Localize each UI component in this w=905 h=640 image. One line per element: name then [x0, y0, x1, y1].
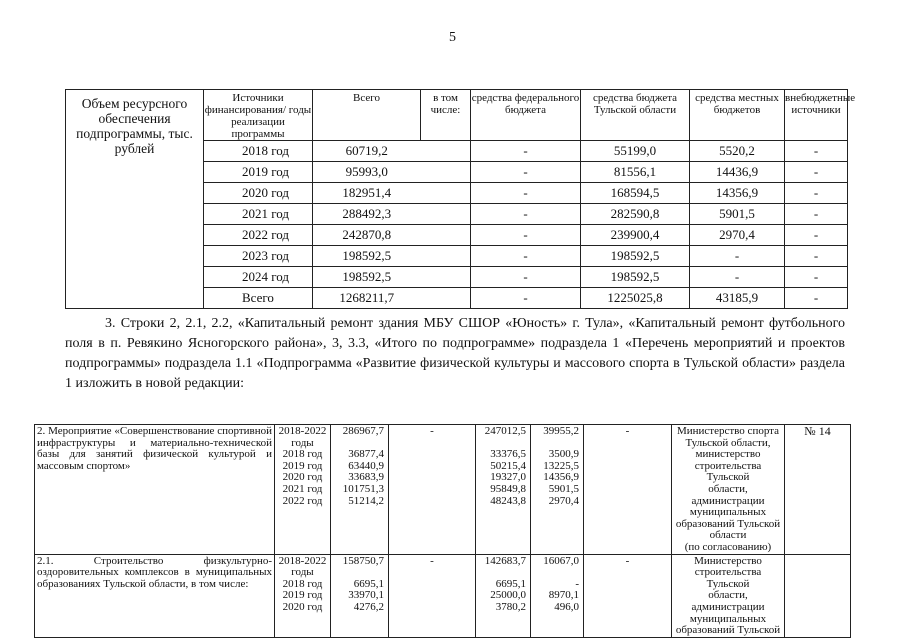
total-cell: [331, 425, 389, 555]
local-cell: [531, 554, 584, 637]
amendment-paragraph: 3. Строки 2, 2.1, 2.2, «Капитальный ремонт здания МБУ СШОР «Юность» г. Тула», «Капитальный ремонт футбольного поля в п. Ревякино Ясногорского района», 3, 3.3, «Итого по подпрограмме» подраздела 1 «Перечень мероприятий и проектов подпрограммы» подраздела 1.1 «Подпрограмма «Развитие физической культуры и массового спорта в Тульской области» раздела 1 изложить в новой редакции:: [65, 316, 845, 391]
local-value: 8970,1: [548, 589, 579, 602]
year-label: 2021 год: [282, 482, 323, 495]
responsible-line: строительства Тульской: [694, 459, 762, 484]
local-cell: 5520,2: [690, 141, 785, 162]
total-value-lead: 158750,7: [342, 554, 384, 567]
regional-cell: [476, 425, 531, 555]
total-value: 4276,2: [353, 600, 384, 613]
local-value-lead: 16067,0: [543, 554, 579, 567]
resource-label: Объем ресурсного обеспечения подпрограммы, тыс. рублей: [66, 90, 204, 309]
local-value: 13225,5: [543, 459, 579, 472]
total-value: 36877,4: [348, 448, 384, 461]
local-cell: [531, 425, 584, 555]
code-cell: [785, 554, 851, 637]
regional-cell: 282590,8: [581, 204, 690, 225]
regional-value: 33376,5: [490, 448, 526, 461]
total-cell: 198592,5: [313, 246, 421, 267]
extra-cell: -: [785, 204, 848, 225]
total-cell: 182951,4: [313, 183, 421, 204]
year-cell: 2018 год: [204, 141, 313, 162]
header-extra: внебюджетные источники: [785, 90, 848, 141]
header-source: Источники финансирования/ годы реализации программы: [204, 90, 313, 141]
federal-cell: [389, 554, 476, 637]
regional-cell: [476, 554, 531, 637]
local-value: -: [575, 577, 579, 590]
local-cell: 14356,9: [690, 183, 785, 204]
total-value-lead: 286967,7: [342, 425, 384, 437]
local-cell: -: [690, 267, 785, 288]
responsible-line: образований Тульской: [675, 517, 781, 530]
resource-table: [65, 89, 856, 309]
local-cell: -: [690, 246, 785, 267]
federal-cell: -: [471, 288, 581, 309]
year-cell: 2020 год: [204, 183, 313, 204]
measure-description: [35, 554, 275, 637]
local-value: 5901,5: [548, 482, 579, 495]
regional-value: 6695,1: [495, 577, 526, 590]
year-label: 2018 год: [282, 577, 323, 590]
extra-cell: -: [785, 162, 848, 183]
federal-cell: -: [471, 267, 581, 288]
regional-value: 95849,8: [490, 482, 526, 495]
extra-cell: -: [785, 183, 848, 204]
responsible-line: области,: [708, 589, 748, 602]
years-cell: [275, 554, 331, 637]
local-value: 3500,9: [548, 448, 579, 461]
empty-cell: [421, 225, 471, 246]
local-cell: 2970,4: [690, 225, 785, 246]
year-cell: 2021 год: [204, 204, 313, 225]
total-value: 6695,1: [353, 577, 384, 590]
local-value: 14356,9: [543, 471, 579, 484]
responsible-line: администрации: [691, 494, 765, 507]
regional-cell: 239900,4: [581, 225, 690, 246]
year-label: 2020 год: [282, 471, 323, 484]
regional-value: 48243,8: [490, 494, 526, 507]
year-label: 2022 год: [282, 494, 323, 507]
extra-cell: [584, 554, 672, 637]
code-value: № 14: [804, 424, 831, 438]
period-label: 2018-2022 годы: [278, 554, 327, 579]
period-label: 2018-2022 годы: [278, 425, 327, 449]
federal-cell: -: [471, 183, 581, 204]
extra-cell: -: [785, 246, 848, 267]
extra-cell: -: [785, 288, 848, 309]
year-cell: 2022 год: [204, 225, 313, 246]
responsible-line: (по согласованию): [684, 540, 772, 553]
year-label: 2019 год: [282, 589, 323, 602]
regional-value: 3780,2: [495, 600, 526, 613]
empty-cell: [421, 288, 471, 309]
table-row: [35, 554, 851, 637]
year-cell: 2024 год: [204, 267, 313, 288]
federal-cell: -: [471, 141, 581, 162]
empty-cell: [421, 267, 471, 288]
header-federal: средства федерального бюджета: [471, 90, 581, 141]
header-local: средства местных бюджетов: [690, 90, 785, 141]
total-cell: 60719,2: [313, 141, 421, 162]
empty-cell: [421, 141, 471, 162]
regional-cell: 1225025,8: [581, 288, 690, 309]
responsible-line: области,: [708, 482, 748, 495]
federal-cell: -: [471, 162, 581, 183]
measures-table: [34, 424, 851, 638]
year-label: 2018 год: [282, 448, 323, 461]
responsible-line: Министерство: [694, 554, 762, 567]
extra-value: -: [625, 554, 630, 567]
year-cell: 2019 год: [204, 162, 313, 183]
federal-cell: [389, 425, 476, 555]
local-value: 2970,4: [548, 494, 579, 507]
responsible-line: муниципальных: [689, 506, 767, 519]
header-total: Всего: [313, 90, 421, 141]
empty-cell: [421, 204, 471, 225]
responsible-line: строительства Тульской: [694, 566, 762, 590]
measure-text: 2. Мероприятие «Совершенствование спортивной инфраструктуры и материально-технической базы для занятий физической культурой и массовым спортом»: [37, 425, 272, 472]
responsible-line: области: [709, 529, 747, 542]
empty-cell: [421, 246, 471, 267]
local-value: 496,0: [554, 600, 579, 613]
regional-cell: 81556,1: [581, 162, 690, 183]
regional-cell: 168594,5: [581, 183, 690, 204]
total-value: 51214,2: [348, 494, 384, 507]
table-row: [35, 425, 851, 555]
regional-value-lead: 247012,5: [484, 425, 526, 437]
year-cell: 2023 год: [204, 246, 313, 267]
header-regional: средства бюджета Тульской области: [581, 90, 690, 141]
total-cell: 288492,3: [313, 204, 421, 225]
regional-value: 50215,4: [490, 459, 526, 472]
year-label: 2020 год: [282, 600, 323, 613]
extra-cell: -: [785, 225, 848, 246]
responsible-cell: [672, 554, 785, 637]
total-cell: 95993,0: [313, 162, 421, 183]
regional-cell: 198592,5: [581, 246, 690, 267]
extra-cell: [584, 425, 672, 555]
year-label: 2019 год: [282, 459, 323, 472]
local-cell: 43185,9: [690, 288, 785, 309]
year-cell: Всего: [204, 288, 313, 309]
regional-cell: 198592,5: [581, 267, 690, 288]
page-number: 5: [449, 30, 456, 45]
responsible-line: министерство: [695, 448, 761, 461]
total-value: 33970,1: [348, 589, 384, 602]
extra-value: -: [625, 425, 630, 437]
code-cell: [785, 425, 851, 555]
total-value: 63440,9: [348, 459, 384, 472]
federal-value: -: [430, 425, 434, 437]
total-cell: 198592,5: [313, 267, 421, 288]
total-cell: 1268211,7: [313, 288, 421, 309]
federal-value: -: [430, 554, 434, 567]
measure-text: 2.1. Строительство физкультурно-оздоровительных комплексов в муниципальных образованиях Тульской области, в том числе:: [37, 554, 272, 590]
regional-value-lead: 142683,7: [484, 554, 526, 567]
responsible-line: муниципальных: [689, 612, 767, 625]
regional-value: 25000,0: [490, 589, 526, 602]
local-cell: 14436,9: [690, 162, 785, 183]
total-cell: [331, 554, 389, 637]
federal-cell: -: [471, 225, 581, 246]
local-cell: 5901,5: [690, 204, 785, 225]
regional-value: 19327,0: [490, 471, 526, 484]
header-incl: в том числе:: [421, 90, 471, 141]
total-cell: 242870,8: [313, 225, 421, 246]
responsible-cell: [672, 425, 785, 555]
years-cell: [275, 425, 331, 555]
regional-cell: 55199,0: [581, 141, 690, 162]
federal-cell: -: [471, 246, 581, 267]
federal-cell: -: [471, 204, 581, 225]
measure-description: [35, 425, 275, 555]
extra-cell: -: [785, 141, 848, 162]
total-value: 101751,3: [342, 482, 384, 495]
responsible-line: администрации: [691, 600, 765, 613]
responsible-line: Министерство спорта Тульской области,: [676, 425, 780, 449]
empty-cell: [421, 162, 471, 183]
empty-cell: [421, 183, 471, 204]
local-value-lead: 39955,2: [543, 425, 579, 437]
extra-cell: -: [785, 267, 848, 288]
total-value: 33683,9: [348, 471, 384, 484]
responsible-line: образований Тульской: [675, 624, 781, 637]
